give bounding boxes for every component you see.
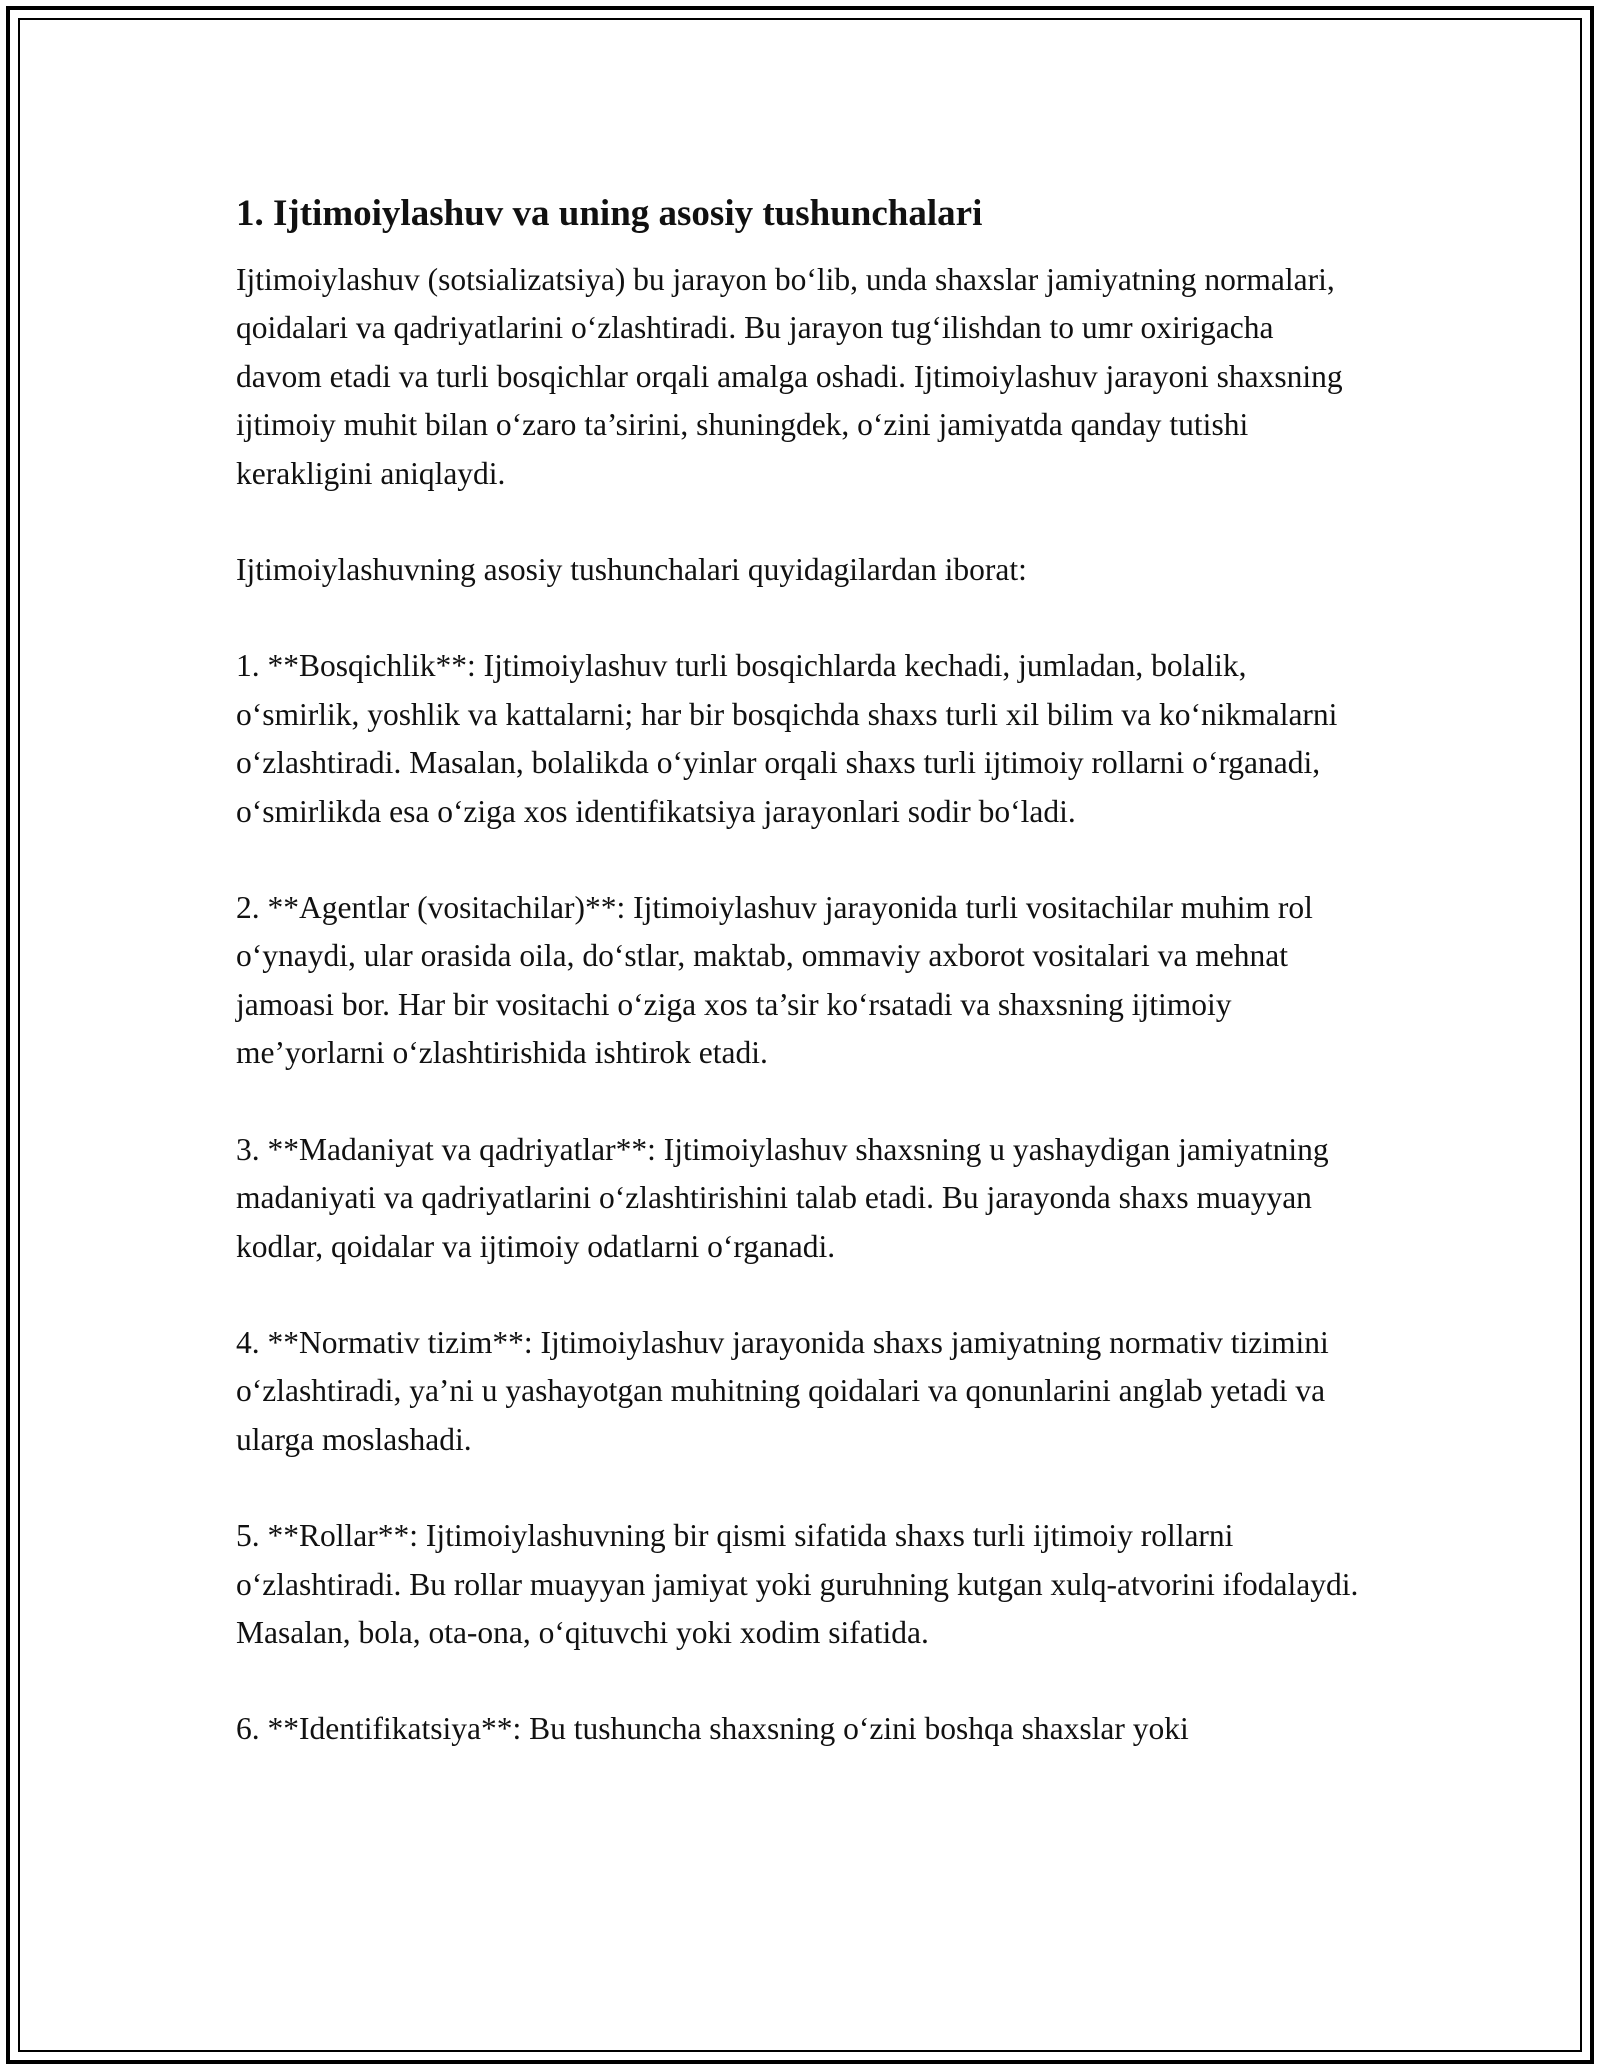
concept-item-2: 2. **Agentlar (vositachilar)**: Ijtimoiylashuv jarayonida turli vositachilar muhim rol o‘ynaydi, ular orasida oila, do‘stlar, maktab, ommaviy axborot vositalari va mehnat jamoasi bor. Har bir vositachi o‘ziga xos ta’sir ko‘rsatadi va shaxsning ijtimoiy me’yorlarni o‘zlashtirishida ishtirok etadi. [236, 890, 1313, 1071]
concepts-lead-paragraph: Ijtimoiylashuvning asosiy tushunchalari quyidagilardan iborat: [236, 552, 1027, 588]
intro-paragraph: Ijtimoiylashuv (sotsializatsiya) bu jarayon bo‘lib, unda shaxslar jamiyatning normalari, qoidalari va qadriyatlarini o‘zlashtiradi. Bu jarayon tug‘ilishdan to umr oxirigacha davom etadi va turli bosqichlar orqali amalga oshadi. Ijtimoiylashuv jarayoni shaxsning ijtimoiy muhit bilan o‘zaro ta’sirini, shuningdek, o‘zini jamiyatda qanday tutishi kerakligini aniqlaydi. [236, 262, 1343, 491]
concept-item-4: 4. **Normativ tizim**: Ijtimoiylashuv jarayonida shaxs jamiyatning normativ tizimini o‘zlashtiradi, ya’ni u yashayotgan muhitning qoidalari va qonunlarini anglab yetadi va ularga moslashadi. [236, 1324, 1329, 1457]
concept-item-1: 1. **Bosqichlik**: Ijtimoiylashuv turli bosqichlarda kechadi, jumladan, bolalik, o‘smirlik, yoshlik va kattalarni; har bir bosqichda shaxs turli xil bilim va ko‘nikmalarni o‘zlashtiradi. Masalan, bolalikda o‘yinlar orqali shaxs turli ijtimoiy rollarni o‘rganadi, o‘smirlikda esa o‘ziga xos identifikatsiya jarayonlari sodir bo‘ladi. [236, 648, 1338, 829]
section-heading: 1. Ijtimoiylashuv va uning asosiy tushunchalari [236, 193, 983, 234]
concept-item-3: 3. **Madaniyat va qadriyatlar**: Ijtimoiylashuv shaxsning u yashaydigan jamiyatning madaniyati va qadriyatlarini o‘zlashtirishini talab etadi. Bu jarayonda shaxs muayyan kodlar, qoidalar va ijtimoiy odatlarni o‘rganadi. [236, 1131, 1329, 1264]
concept-item-6: 6. **Identifikatsiya**: Bu tushuncha shaxsning o‘zini boshqa shaxslar yoki [236, 1711, 1189, 1747]
document-page [236, 188, 1366, 1802]
concept-item-5: 5. **Rollar**: Ijtimoiylashuvning bir qismi sifatida shaxs turli ijtimoiy rollarni o‘zlashtiradi. Bu rollar muayyan jamiyat yoki guruhning kutgan xulq-atvorini ifodalaydi. Masalan, bola, ota-ona, o‘qituvchi yoki xodim sifatida. [236, 1518, 1359, 1650]
